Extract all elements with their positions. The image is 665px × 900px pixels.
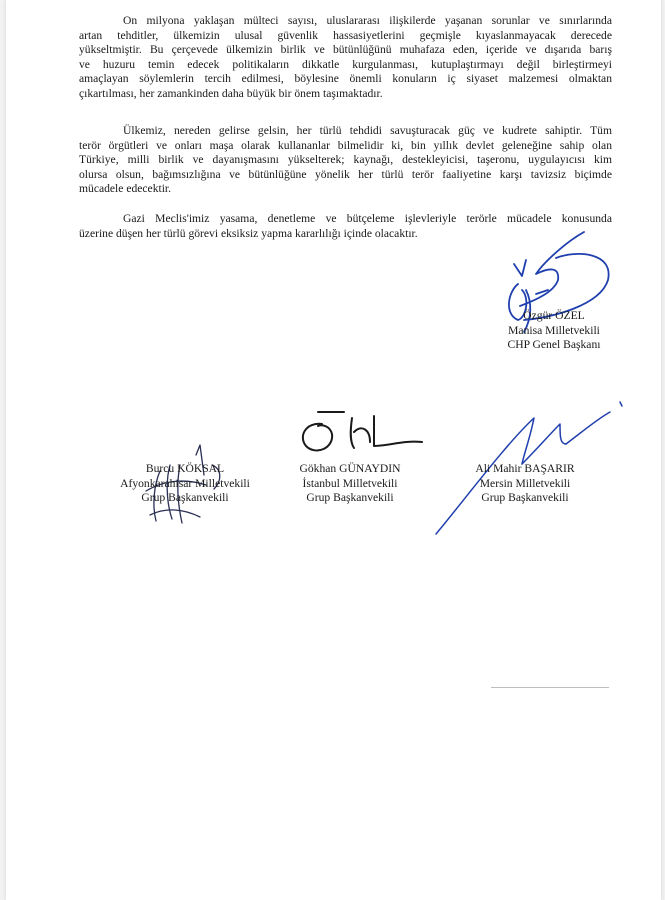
text-line: terör örgütleri ve onları maşa olarak kullananlar bilmelidir ki, bin yıllık devlet geleneğine sahip olan [79, 138, 612, 152]
text-line: yükseltmiştir. Bu çerçevede ülkemizin birlik ve bütünlüğünü muhafaza eden, içeride ve dışarıda barış [79, 43, 612, 57]
text-line: çıkartılması, her zamankinden daha büyük bir önem taşımaktadır. [79, 86, 383, 100]
text-line: üzerine düşen her türlü görevi eksiksiz yapma kararlılığı içinde olacaktır. [79, 226, 418, 240]
text-line: Gazi Meclis'imiz yasama, denetleme ve bütçeleme işlevleriyle terörle mücadele konusunda [123, 212, 612, 225]
signatory-role: Manisa Milletvekili [508, 323, 600, 337]
document-page [6, 0, 661, 900]
text-line: olursa olsun, bağımsızlığına ve bütünlüğüne yönelik her türlü terör faaliyetine karşı tavizsiz biçimde [79, 167, 612, 181]
signatory-main [484, 309, 624, 353]
text-line: Türkiye, milli birlik ve dayanışmasını yükselterek; kaynağı, destekleyicisi, taşeronu, uygulayıcısı kim [79, 153, 612, 167]
signatory-role: İstanbul Milletvekili [302, 476, 398, 490]
signatory-title: Grup Başkanvekili [141, 491, 229, 505]
text-line: On milyona yaklaşan mülteci sayısı, uluslararası ilişkilerde yaşanan sorunlar ve sınırlarında [123, 14, 612, 27]
text-line: mücadele edecektir. [79, 182, 172, 196]
text-line: ve huzuru temin edecek politikaların dikkatle kurgulanması, kutuplaştırmayı değil birleştirmeyi [79, 57, 612, 71]
signatory-center [280, 462, 420, 506]
signatory-name: Özgür ÖZEL [523, 309, 585, 322]
paragraph-1 [79, 14, 612, 102]
text-line: Ülkemiz, nereden gelirse gelsin, her türlü tehdidi savuşturacak güç ve kudrete sahiptir. Tüm [123, 124, 612, 137]
signatory-name: Ali Mahir BAŞARIR [475, 462, 575, 475]
signatory-role: Afyonkarahisar Milletvekili [120, 476, 250, 490]
signatory-title: CHP Genel Başkanı [507, 338, 601, 352]
signatory-title: Grup Başkanvekili [306, 491, 394, 505]
divider-line [491, 687, 609, 688]
signatory-name: Gökhan GÜNAYDIN [299, 462, 401, 475]
signatory-right [450, 462, 600, 506]
signatory-role: Mersin Milletvekili [479, 476, 571, 490]
signatory-title: Grup Başkanvekili [481, 491, 569, 505]
signature-gunaydin-icon [292, 402, 432, 462]
paragraph-2 [79, 124, 612, 197]
signatory-name: Burcu KÖKSAL [145, 462, 225, 475]
text-line: amaçlayan söylemlerin tercih edilmesi, böylesine önemli konuların iç siyaset malzemesi olmaktan [79, 72, 612, 86]
text-line: artan tehditler, ülkemizin ulusal güvenlik hassasiyetlerini geçmişle kıyaslanmayacak derecede [79, 28, 612, 42]
signatory-left [110, 462, 260, 506]
